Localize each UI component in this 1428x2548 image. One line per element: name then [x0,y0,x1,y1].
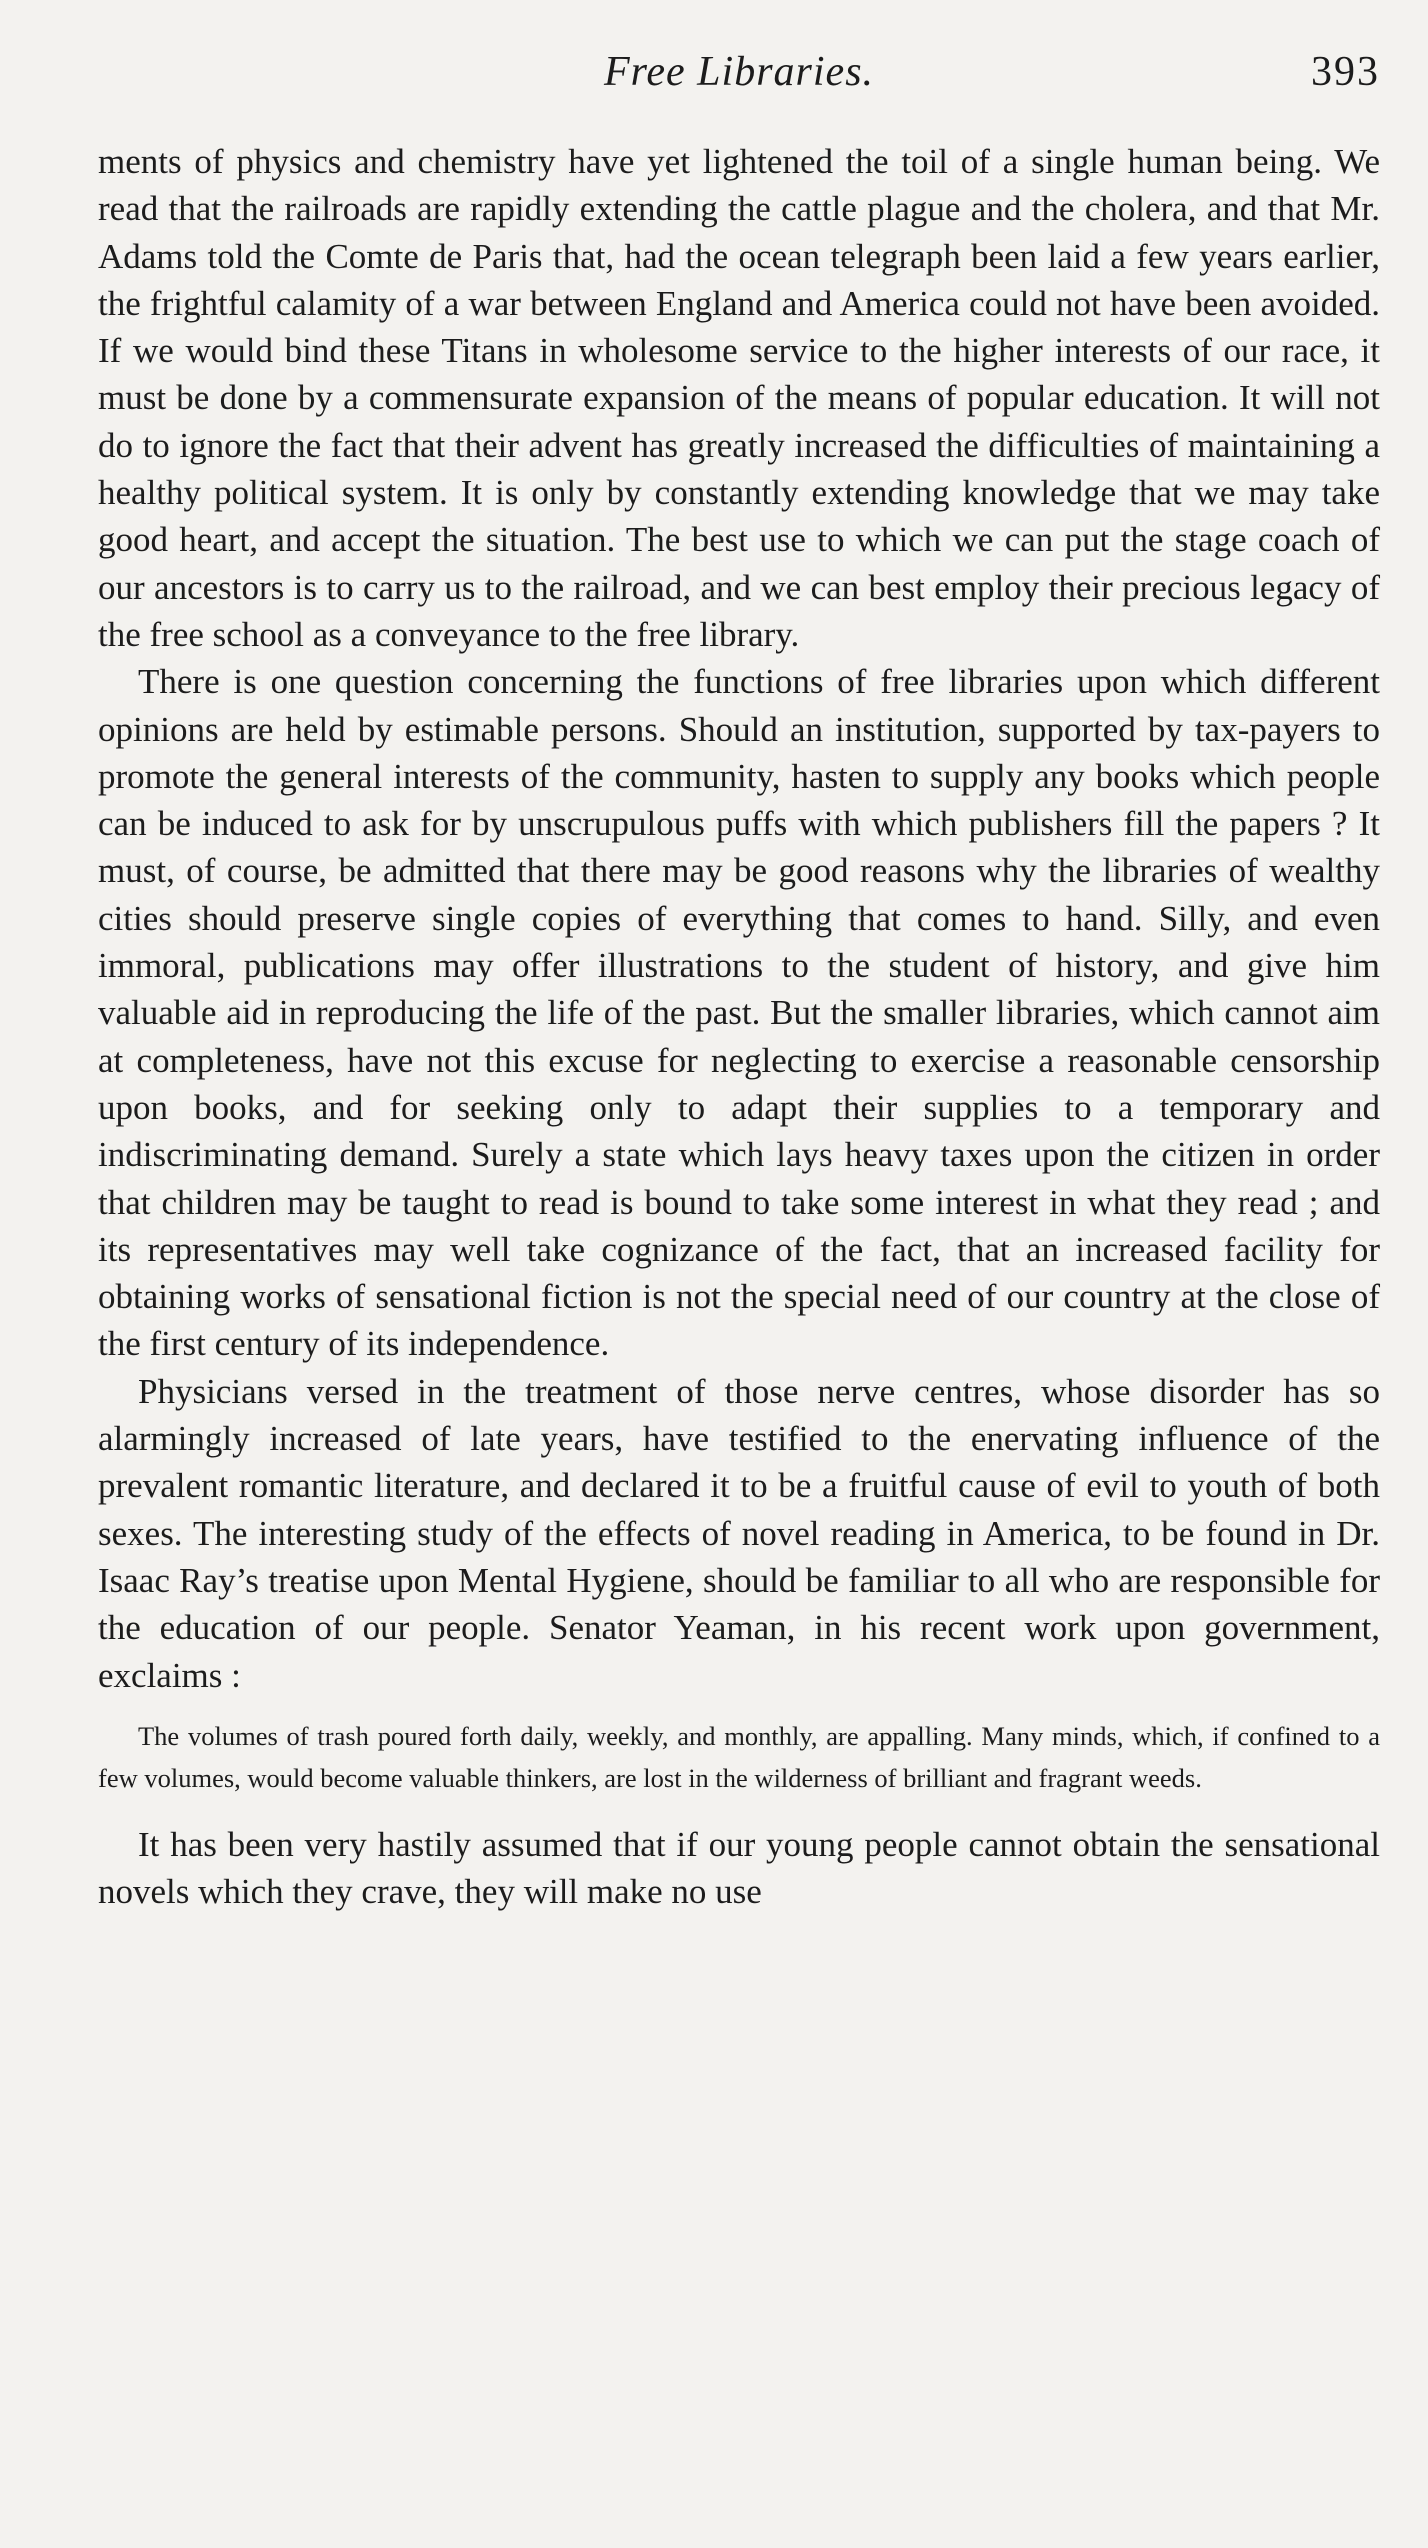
block-quotation: The volumes of trash poured forth daily, weekly, and monthly, are appalling. Many minds, which, if confined to a few volumes, would become valuable thinkers, are lost in the wilderness of brilliant and fragrant weeds. [98,1720,1380,1793]
running-head [98,48,1380,104]
paragraph-libraries-question: There is one question concerning the functions of free libraries upon which different opinions are held by estimable persons. Should an institution, supported by tax-payers to promote the general interests of the community, hasten to supply any books which people can be induced to ask for by unscrupulous puffs with which publishers fill the papers ? It must, of course, be admitted that there may be good reasons why the libraries of wealthy cities should preserve single copies of everything that comes to hand. Silly, and even immoral, publications may offer illustrations to the student of history, and give him valuable aid in reproducing the life of the past. But the smaller libraries, which cannot aim at completeness, have not this excuse for neglecting to exercise a reasonable censorship upon books, and for seeking only to adapt their supplies to a temporary and indiscriminating demand. Surely a state which lays heavy taxes upon the citizen in order that children may be taught to read is bound to take some interest in what they read ; and its representatives may well take cognizance of the fact, that an increased facility for obtaining works of sensational fiction is not the special need of our country at the close of the first century of its independence. [98,662,1380,1364]
running-title: Free Libraries. [603,49,875,95]
body-text [98,138,1380,1915]
paragraph-physicians: Physicians versed in the treatment of those nerve centres, whose disorder has so alarmingly increased of late years, have testified to the enervating influence of the prevalent romantic literature, and declared it to be a fruitful cause of evil to youth of both sexes. The interesting study of the effects of novel reading in America, to be found in Dr. Isaac Ray’s treatise upon Mental Hygiene, should be familiar to all who are responsible for the education of our people. Senator Yeaman, in his recent work upon government, exclaims : [98,1371,1380,1695]
page-number: 393 [1311,49,1380,95]
paragraph-closing: It has been very hastily assumed that if our young people cannot obtain the sensational novels which they crave, they will make no use [98,1824,1380,1912]
paragraph-continuation: ments of physics and chemistry have yet lightened the toil of a single human being. We read that the railroads are rapidly extending the cattle plague and the cholera, and that Mr. Adams told the Comte de Paris that, had the ocean telegraph been laid a few years earlier, the frightful calamity of a war between England and America could not have been avoided. If we would bind these Titans in wholesome service to the higher interests of our race, it must be done by a commensurate expansion of the means of popular education. It will not do to ignore the fact that their advent has greatly increased the difficulties of maintaining a healthy political system. It is only by constantly extending knowledge that we may take good heart, and accept the situation. The best use to which we can put the stage coach of our ancestors is to carry us to the railroad, and we can best employ their precious legacy of the free school as a conveyance to the free library. [98,142,1380,654]
